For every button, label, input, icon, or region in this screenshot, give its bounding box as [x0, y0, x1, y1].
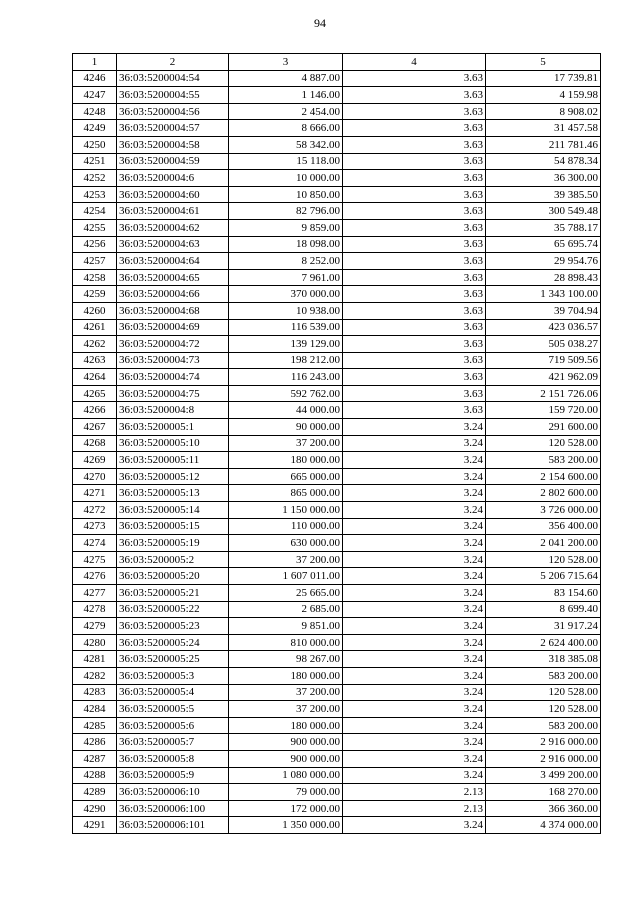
table-row [73, 784, 601, 801]
cadastral-number-cell: 36:03:5200004:74 [117, 369, 229, 386]
table-row [73, 236, 601, 253]
rate-cell: 3.24 [343, 618, 486, 635]
cadastral-number-cell: 36:03:5200005:20 [117, 568, 229, 585]
cadastral-number-cell: 36:03:5200004:68 [117, 302, 229, 319]
cadastral-number-cell: 36:03:5200004:64 [117, 253, 229, 270]
row-number-cell: 4264 [73, 369, 117, 386]
row-number-cell: 4255 [73, 219, 117, 236]
amount-cell: 1 343 100.00 [486, 286, 601, 303]
cadastral-number-cell: 36:03:5200004:72 [117, 336, 229, 353]
row-number-cell: 4249 [73, 120, 117, 137]
amount-cell: 583 200.00 [486, 667, 601, 684]
amount-cell: 2 916 000.00 [486, 734, 601, 751]
table-row [73, 568, 601, 585]
table-row [73, 485, 601, 502]
amount-cell: 8 699.40 [486, 601, 601, 618]
column-header-5: 5 [486, 54, 601, 71]
table-row [73, 767, 601, 784]
amount-cell: 300 549.48 [486, 203, 601, 220]
value-cell: 810 000.00 [229, 634, 343, 651]
amount-cell: 35 788.17 [486, 219, 601, 236]
cadastral-number-cell: 36:03:5200005:5 [117, 701, 229, 718]
amount-cell: 2 154 600.00 [486, 468, 601, 485]
table-row [73, 452, 601, 469]
row-number-cell: 4275 [73, 551, 117, 568]
row-number-cell: 4278 [73, 601, 117, 618]
table-row [73, 701, 601, 718]
row-number-cell: 4273 [73, 518, 117, 535]
rate-cell: 3.63 [343, 236, 486, 253]
amount-cell: 39 704.94 [486, 302, 601, 319]
cadastral-number-cell: 36:03:5200004:75 [117, 385, 229, 402]
cadastral-number-cell: 36:03:5200005:11 [117, 452, 229, 469]
rate-cell: 3.24 [343, 452, 486, 469]
rate-cell: 2.13 [343, 800, 486, 817]
value-cell: 139 129.00 [229, 336, 343, 353]
row-number-cell: 4283 [73, 684, 117, 701]
rate-cell: 3.63 [343, 153, 486, 170]
value-cell: 1 607 011.00 [229, 568, 343, 585]
rate-cell: 3.24 [343, 667, 486, 684]
value-cell: 2 454.00 [229, 103, 343, 120]
value-cell: 58 342.00 [229, 136, 343, 153]
row-number-cell: 4251 [73, 153, 117, 170]
value-cell: 116 243.00 [229, 369, 343, 386]
row-number-cell: 4287 [73, 750, 117, 767]
rate-cell: 3.63 [343, 186, 486, 203]
row-number-cell: 4280 [73, 634, 117, 651]
rate-cell: 3.63 [343, 302, 486, 319]
cadastral-number-cell: 36:03:5200005:4 [117, 684, 229, 701]
cadastral-number-cell: 36:03:5200004:65 [117, 269, 229, 286]
rate-cell: 3.63 [343, 253, 486, 270]
amount-cell: 583 200.00 [486, 717, 601, 734]
cadastral-number-cell: 36:03:5200005:3 [117, 667, 229, 684]
cadastral-number-cell: 36:03:5200005:9 [117, 767, 229, 784]
row-number-cell: 4290 [73, 800, 117, 817]
rate-cell: 3.63 [343, 136, 486, 153]
cadastral-number-cell: 36:03:5200005:2 [117, 551, 229, 568]
rate-cell: 3.63 [343, 120, 486, 137]
value-cell: 37 200.00 [229, 435, 343, 452]
amount-cell: 83 154.60 [486, 585, 601, 602]
amount-cell: 2 041 200.00 [486, 535, 601, 552]
rate-cell: 3.63 [343, 219, 486, 236]
row-number-cell: 4262 [73, 336, 117, 353]
row-number-cell: 4284 [73, 701, 117, 718]
table-body [73, 70, 601, 833]
rate-cell: 3.24 [343, 518, 486, 535]
cadastral-number-cell: 36:03:5200005:1 [117, 419, 229, 436]
cadastral-number-cell: 36:03:5200004:62 [117, 219, 229, 236]
value-cell: 10 850.00 [229, 186, 343, 203]
amount-cell: 8 908.02 [486, 103, 601, 120]
amount-cell: 583 200.00 [486, 452, 601, 469]
amount-cell: 36 300.00 [486, 170, 601, 187]
table-row [73, 435, 601, 452]
table-row [73, 219, 601, 236]
table-row [73, 253, 601, 270]
value-cell: 4 887.00 [229, 70, 343, 87]
rate-cell: 3.24 [343, 568, 486, 585]
value-cell: 37 200.00 [229, 551, 343, 568]
cadastral-number-cell: 36:03:5200004:73 [117, 352, 229, 369]
value-cell: 1 146.00 [229, 87, 343, 104]
amount-cell: 291 600.00 [486, 419, 601, 436]
value-cell: 592 762.00 [229, 385, 343, 402]
amount-cell: 2 624 400.00 [486, 634, 601, 651]
amount-cell: 4 374 000.00 [486, 817, 601, 834]
rate-cell: 3.24 [343, 817, 486, 834]
cadastral-number-cell: 36:03:5200005:6 [117, 717, 229, 734]
value-cell: 1 080 000.00 [229, 767, 343, 784]
rate-cell: 3.24 [343, 717, 486, 734]
rate-cell: 3.24 [343, 701, 486, 718]
amount-cell: 719 509.56 [486, 352, 601, 369]
cadastral-number-cell: 36:03:5200005:12 [117, 468, 229, 485]
amount-cell: 421 962.09 [486, 369, 601, 386]
value-cell: 9 859.00 [229, 219, 343, 236]
cadastral-number-cell: 36:03:5200005:25 [117, 651, 229, 668]
value-cell: 2 685.00 [229, 601, 343, 618]
value-cell: 900 000.00 [229, 734, 343, 751]
rate-cell: 3.24 [343, 734, 486, 751]
row-number-cell: 4270 [73, 468, 117, 485]
cadastral-number-cell: 36:03:5200004:61 [117, 203, 229, 220]
value-cell: 180 000.00 [229, 667, 343, 684]
row-number-cell: 4277 [73, 585, 117, 602]
cadastral-number-cell: 36:03:5200005:21 [117, 585, 229, 602]
cadastral-number-cell: 36:03:5200004:66 [117, 286, 229, 303]
cadastral-number-cell: 36:03:5200005:22 [117, 601, 229, 618]
table-row [73, 601, 601, 618]
value-cell: 25 665.00 [229, 585, 343, 602]
rate-cell: 3.24 [343, 601, 486, 618]
row-number-cell: 4268 [73, 435, 117, 452]
rate-cell: 3.63 [343, 87, 486, 104]
cadastral-number-cell: 36:03:5200004:54 [117, 70, 229, 87]
cadastral-number-cell: 36:03:5200004:63 [117, 236, 229, 253]
amount-cell: 318 385.08 [486, 651, 601, 668]
value-cell: 37 200.00 [229, 701, 343, 718]
table-row [73, 551, 601, 568]
value-cell: 9 851.00 [229, 618, 343, 635]
table-row [73, 419, 601, 436]
amount-cell: 31 457.58 [486, 120, 601, 137]
amount-cell: 366 360.00 [486, 800, 601, 817]
value-cell: 630 000.00 [229, 535, 343, 552]
cadastral-number-cell: 36:03:5200006:10 [117, 784, 229, 801]
table-row [73, 518, 601, 535]
amount-cell: 159 720.00 [486, 402, 601, 419]
value-cell: 900 000.00 [229, 750, 343, 767]
row-number-cell: 4286 [73, 734, 117, 751]
value-cell: 7 961.00 [229, 269, 343, 286]
table-row [73, 535, 601, 552]
rate-cell: 3.63 [343, 385, 486, 402]
cadastral-number-cell: 36:03:5200006:100 [117, 800, 229, 817]
value-cell: 18 098.00 [229, 236, 343, 253]
table-row [73, 684, 601, 701]
amount-cell: 31 917.24 [486, 618, 601, 635]
rate-cell: 3.24 [343, 485, 486, 502]
table-row [73, 717, 601, 734]
rate-cell: 3.63 [343, 369, 486, 386]
row-number-cell: 4252 [73, 170, 117, 187]
rate-cell: 3.63 [343, 352, 486, 369]
data-table [72, 53, 601, 834]
row-number-cell: 4247 [73, 87, 117, 104]
amount-cell: 120 528.00 [486, 701, 601, 718]
rate-cell: 3.63 [343, 319, 486, 336]
value-cell: 116 539.00 [229, 319, 343, 336]
amount-cell: 120 528.00 [486, 684, 601, 701]
rate-cell: 3.24 [343, 468, 486, 485]
amount-cell: 211 781.46 [486, 136, 601, 153]
table-row [73, 319, 601, 336]
amount-cell: 505 038.27 [486, 336, 601, 353]
rate-cell: 3.24 [343, 435, 486, 452]
amount-cell: 17 739.81 [486, 70, 601, 87]
rate-cell: 3.63 [343, 402, 486, 419]
row-number-cell: 4261 [73, 319, 117, 336]
row-number-cell: 4282 [73, 667, 117, 684]
table-row [73, 817, 601, 834]
row-number-cell: 4250 [73, 136, 117, 153]
value-cell: 90 000.00 [229, 419, 343, 436]
row-number-cell: 4276 [73, 568, 117, 585]
amount-cell: 5 206 715.64 [486, 568, 601, 585]
cadastral-number-cell: 36:03:5200005:7 [117, 734, 229, 751]
data-table-container [72, 53, 600, 834]
table-header-row [73, 54, 601, 71]
amount-cell: 2 802 600.00 [486, 485, 601, 502]
amount-cell: 356 400.00 [486, 518, 601, 535]
rate-cell: 3.63 [343, 170, 486, 187]
cadastral-number-cell: 36:03:5200005:8 [117, 750, 229, 767]
value-cell: 44 000.00 [229, 402, 343, 419]
cadastral-number-cell: 36:03:5200006:101 [117, 817, 229, 834]
row-number-cell: 4256 [73, 236, 117, 253]
rate-cell: 3.24 [343, 684, 486, 701]
page-number: 94 [314, 16, 326, 30]
rate-cell: 3.24 [343, 535, 486, 552]
row-number-cell: 4253 [73, 186, 117, 203]
table-row [73, 468, 601, 485]
value-cell: 665 000.00 [229, 468, 343, 485]
cadastral-number-cell: 36:03:5200004:55 [117, 87, 229, 104]
table-row [73, 136, 601, 153]
column-header-1: 1 [73, 54, 117, 71]
table-row [73, 651, 601, 668]
cadastral-number-cell: 36:03:5200005:19 [117, 535, 229, 552]
row-number-cell: 4266 [73, 402, 117, 419]
cadastral-number-cell: 36:03:5200004:56 [117, 103, 229, 120]
amount-cell: 120 528.00 [486, 435, 601, 452]
rate-cell: 3.63 [343, 269, 486, 286]
row-number-cell: 4248 [73, 103, 117, 120]
rate-cell: 3.24 [343, 585, 486, 602]
rate-cell: 3.63 [343, 70, 486, 87]
row-number-cell: 4263 [73, 352, 117, 369]
value-cell: 8 666.00 [229, 120, 343, 137]
value-cell: 198 212.00 [229, 352, 343, 369]
cadastral-number-cell: 36:03:5200004:8 [117, 402, 229, 419]
value-cell: 370 000.00 [229, 286, 343, 303]
table-row [73, 352, 601, 369]
amount-cell: 65 695.74 [486, 236, 601, 253]
row-number-cell: 4265 [73, 385, 117, 402]
table-row [73, 286, 601, 303]
value-cell: 865 000.00 [229, 485, 343, 502]
cadastral-number-cell: 36:03:5200005:14 [117, 502, 229, 519]
value-cell: 82 796.00 [229, 203, 343, 220]
cadastral-number-cell: 36:03:5200005:10 [117, 435, 229, 452]
table-row [73, 402, 601, 419]
amount-cell: 3 726 000.00 [486, 502, 601, 519]
amount-cell: 2 916 000.00 [486, 750, 601, 767]
rate-cell: 3.63 [343, 286, 486, 303]
table-row [73, 618, 601, 635]
value-cell: 8 252.00 [229, 253, 343, 270]
cadastral-number-cell: 36:03:5200004:6 [117, 170, 229, 187]
table-row [73, 153, 601, 170]
row-number-cell: 4281 [73, 651, 117, 668]
row-number-cell: 4258 [73, 269, 117, 286]
amount-cell: 4 159.98 [486, 87, 601, 104]
value-cell: 98 267.00 [229, 651, 343, 668]
table-row [73, 120, 601, 137]
table-row [73, 585, 601, 602]
rate-cell: 3.24 [343, 651, 486, 668]
table-row [73, 203, 601, 220]
amount-cell: 120 528.00 [486, 551, 601, 568]
cadastral-number-cell: 36:03:5200004:57 [117, 120, 229, 137]
table-row [73, 269, 601, 286]
cadastral-number-cell: 36:03:5200004:58 [117, 136, 229, 153]
rate-cell: 3.24 [343, 750, 486, 767]
row-number-cell: 4269 [73, 452, 117, 469]
rate-cell: 3.24 [343, 419, 486, 436]
value-cell: 110 000.00 [229, 518, 343, 535]
table-row [73, 70, 601, 87]
table-row [73, 800, 601, 817]
row-number-cell: 4285 [73, 717, 117, 734]
value-cell: 172 000.00 [229, 800, 343, 817]
cadastral-number-cell: 36:03:5200005:13 [117, 485, 229, 502]
value-cell: 15 118.00 [229, 153, 343, 170]
table-row [73, 734, 601, 751]
amount-cell: 39 385.50 [486, 186, 601, 203]
cadastral-number-cell: 36:03:5200005:15 [117, 518, 229, 535]
table-row [73, 186, 601, 203]
row-number-cell: 4259 [73, 286, 117, 303]
value-cell: 180 000.00 [229, 452, 343, 469]
rate-cell: 3.24 [343, 551, 486, 568]
row-number-cell: 4271 [73, 485, 117, 502]
rate-cell: 3.63 [343, 103, 486, 120]
value-cell: 37 200.00 [229, 684, 343, 701]
table-row [73, 385, 601, 402]
amount-cell: 2 151 726.06 [486, 385, 601, 402]
amount-cell: 423 036.57 [486, 319, 601, 336]
amount-cell: 3 499 200.00 [486, 767, 601, 784]
table-row [73, 667, 601, 684]
row-number-cell: 4254 [73, 203, 117, 220]
table-row [73, 502, 601, 519]
row-number-cell: 4279 [73, 618, 117, 635]
rate-cell: 3.63 [343, 336, 486, 353]
value-cell: 180 000.00 [229, 717, 343, 734]
row-number-cell: 4274 [73, 535, 117, 552]
column-header-2: 2 [117, 54, 229, 71]
table-row [73, 336, 601, 353]
table-row [73, 750, 601, 767]
rate-cell: 2.13 [343, 784, 486, 801]
amount-cell: 29 954.76 [486, 253, 601, 270]
row-number-cell: 4288 [73, 767, 117, 784]
amount-cell: 54 878.34 [486, 153, 601, 170]
rate-cell: 3.24 [343, 634, 486, 651]
table-row [73, 103, 601, 120]
column-header-4: 4 [343, 54, 486, 71]
value-cell: 1 350 000.00 [229, 817, 343, 834]
amount-cell: 168 270.00 [486, 784, 601, 801]
row-number-cell: 4260 [73, 302, 117, 319]
rate-cell: 3.24 [343, 767, 486, 784]
rate-cell: 3.24 [343, 502, 486, 519]
value-cell: 79 000.00 [229, 784, 343, 801]
column-header-3: 3 [229, 54, 343, 71]
cadastral-number-cell: 36:03:5200005:24 [117, 634, 229, 651]
row-number-cell: 4289 [73, 784, 117, 801]
rate-cell: 3.63 [343, 203, 486, 220]
cadastral-number-cell: 36:03:5200004:59 [117, 153, 229, 170]
amount-cell: 28 898.43 [486, 269, 601, 286]
table-row [73, 87, 601, 104]
row-number-cell: 4291 [73, 817, 117, 834]
row-number-cell: 4267 [73, 419, 117, 436]
value-cell: 10 938.00 [229, 302, 343, 319]
row-number-cell: 4246 [73, 70, 117, 87]
cadastral-number-cell: 36:03:5200004:60 [117, 186, 229, 203]
table-row [73, 302, 601, 319]
row-number-cell: 4257 [73, 253, 117, 270]
table-row [73, 634, 601, 651]
value-cell: 10 000.00 [229, 170, 343, 187]
table-row [73, 369, 601, 386]
cadastral-number-cell: 36:03:5200004:69 [117, 319, 229, 336]
value-cell: 1 150 000.00 [229, 502, 343, 519]
row-number-cell: 4272 [73, 502, 117, 519]
table-row [73, 170, 601, 187]
cadastral-number-cell: 36:03:5200005:23 [117, 618, 229, 635]
